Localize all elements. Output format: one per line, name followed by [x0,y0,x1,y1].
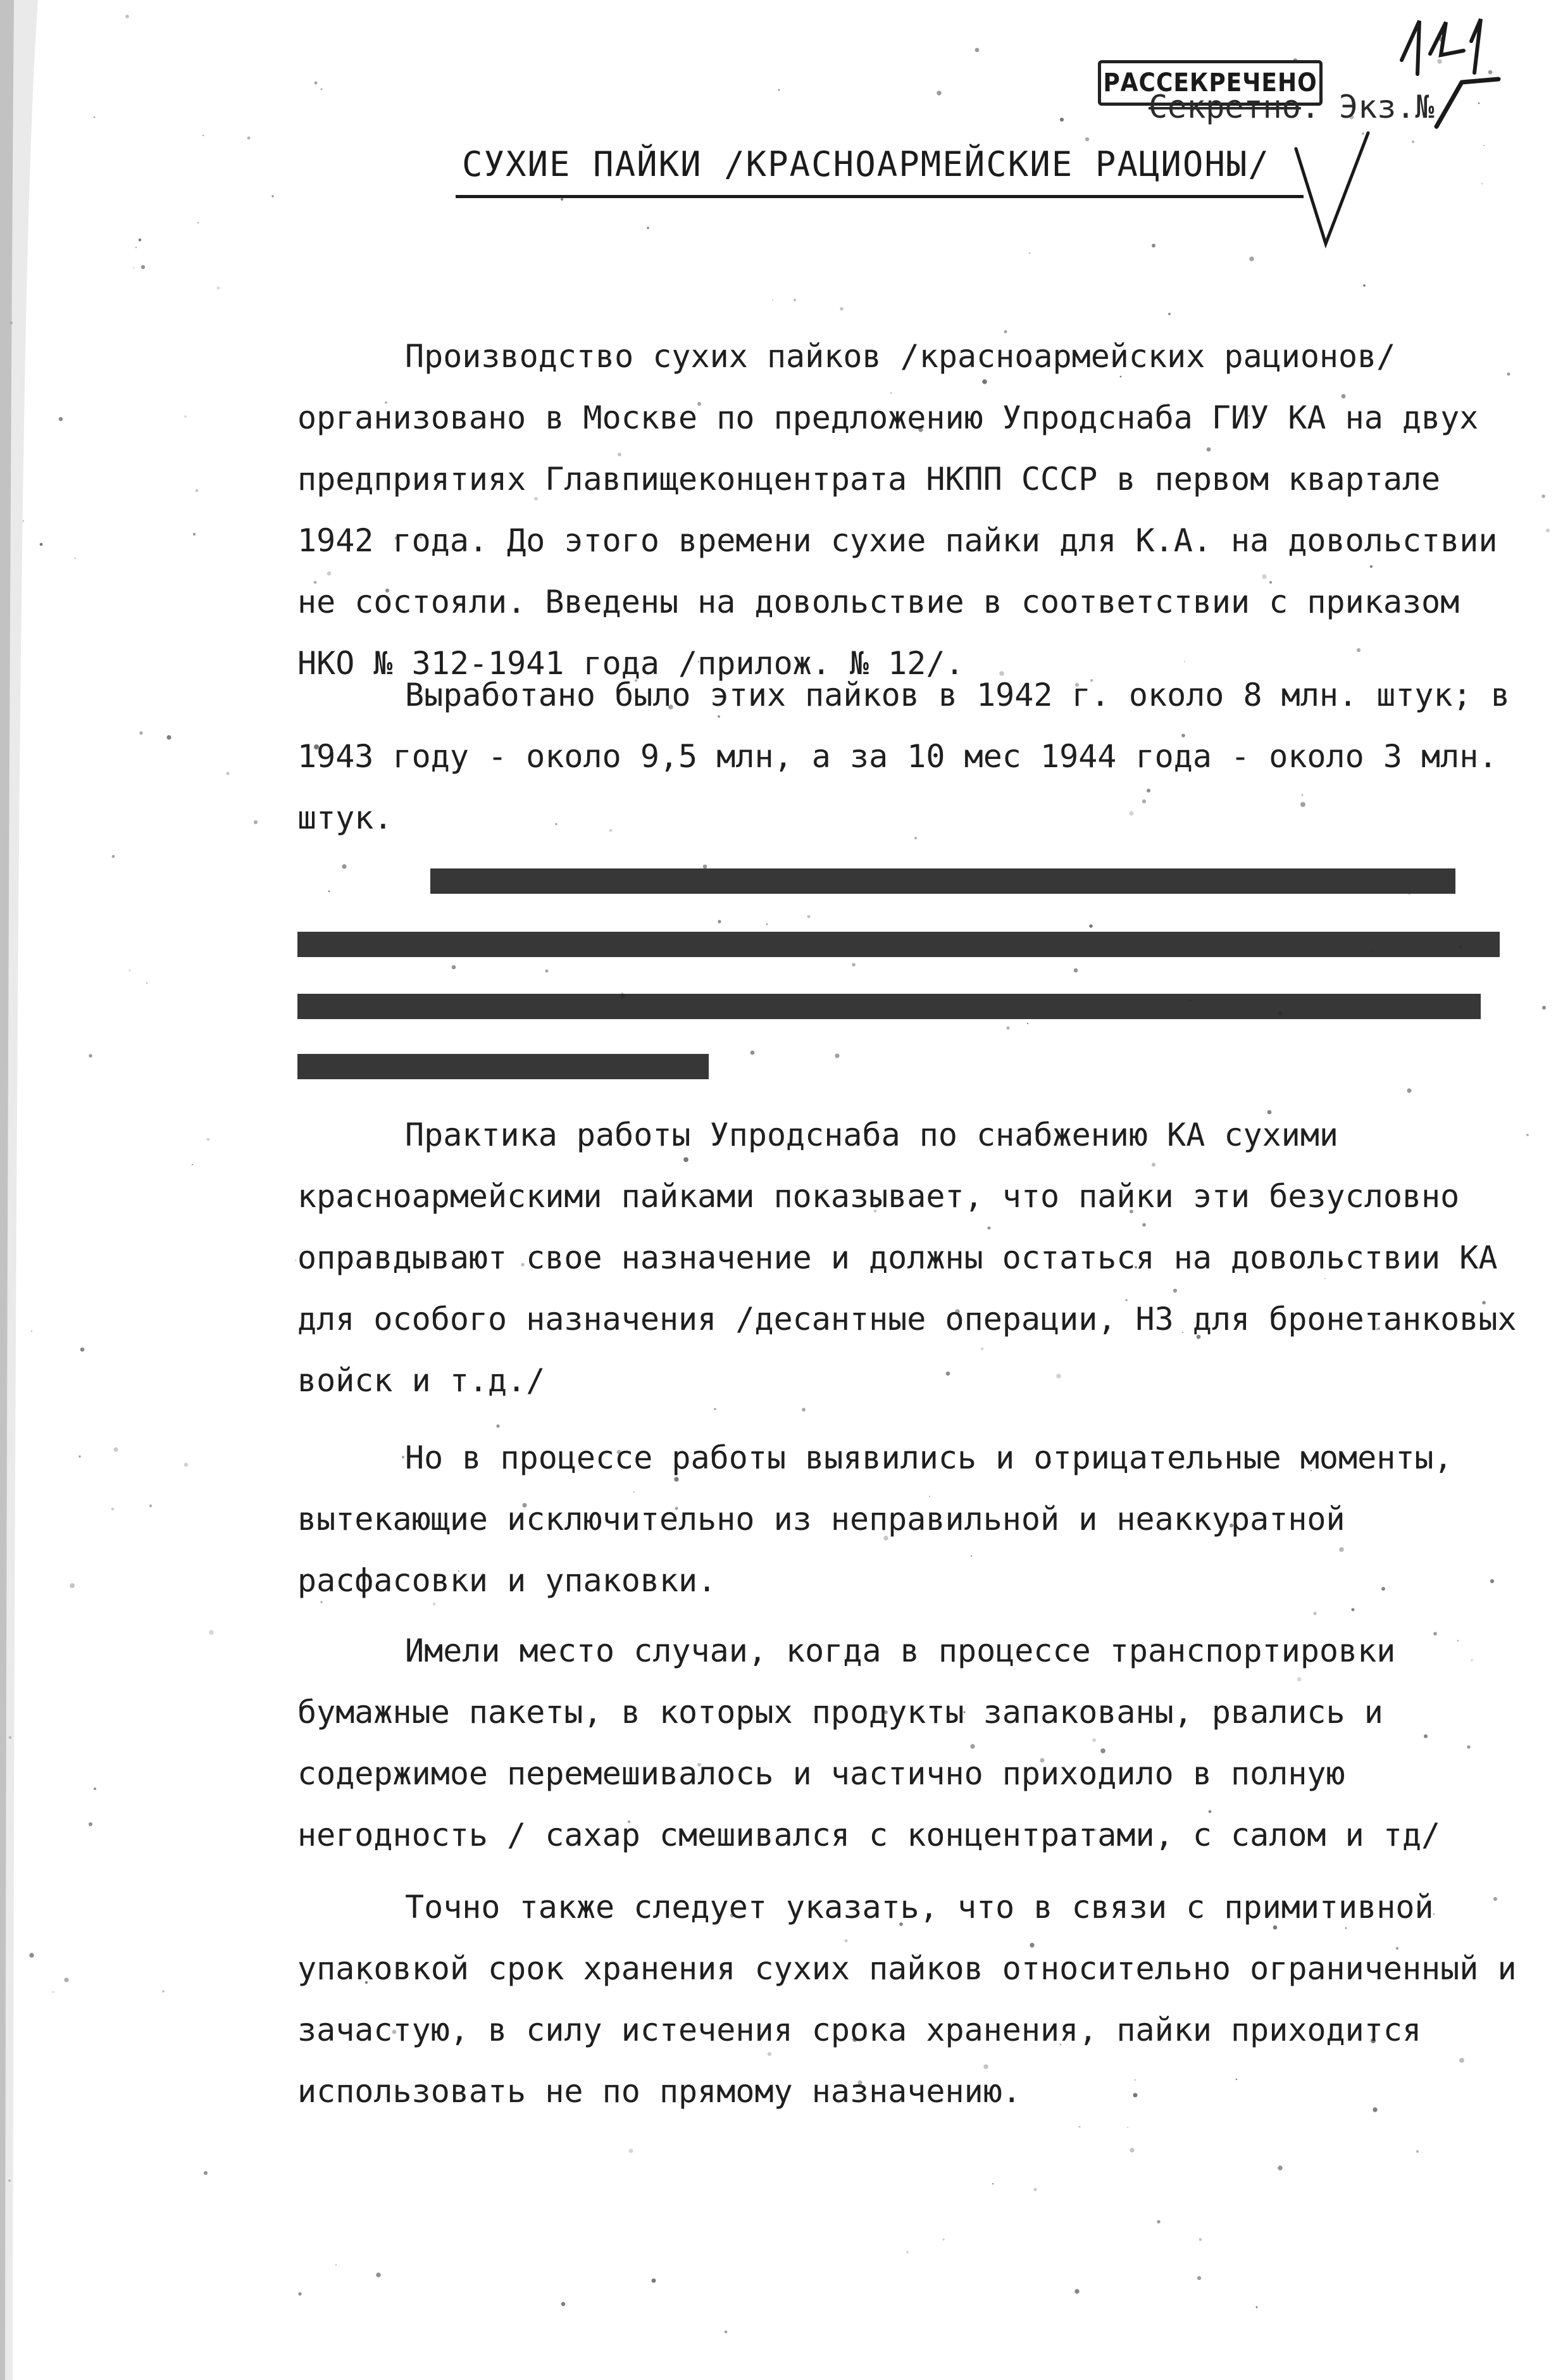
noise-speck [40,543,43,546]
noise-speck [1089,924,1093,928]
noise-speck [295,1260,297,1262]
noise-speck [113,1447,118,1451]
noise-speck [647,227,649,229]
noise-speck [1074,968,1078,973]
noise-speck [111,1508,115,1511]
noise-speck [227,772,230,775]
noise-speck [217,287,220,289]
noise-speck [254,820,258,824]
handwritten-copy-number [1424,76,1512,133]
noise-speck [298,2292,301,2295]
redaction-bar [297,994,1481,1019]
noise-speck [139,239,142,242]
noise-speck [1546,529,1550,532]
handwritten-page-number [1395,16,1490,79]
noise-speck [376,2272,381,2277]
noise-speck [209,1630,213,1634]
noise-speck [1542,1006,1546,1010]
noise-speck [204,2171,208,2175]
noise-speck [74,557,76,559]
paragraph-negative: Но в процессе работы выявились и отрицательные моменты, вытекающие исключительно из неправильной и неаккуратной расфасовки и упаковки. [297,1439,1472,1599]
noise-speck [129,970,131,972]
noise-speck [992,2183,993,2184]
handwritten-check-mark [1291,127,1373,253]
noise-speck [184,1463,188,1467]
noise-speck [135,247,137,248]
noise-speck [1313,1612,1316,1615]
noise-speck [139,731,143,735]
paragraph-production: Производство сухих пайков /красноармейских рационов/ организовано в Москве по предложению Упродснаба ГИУ КА на двух предприятиях Главпищеконцентрата НКПП СССР в первом квартале 1942 года. До этого времени сухие пайки для К.А. на довольствии не состояли. Введены на довольствие в соответствии с приказом НКО № 312-1941 года /прилож. № 12/. [297,338,1517,682]
noise-speck [1541,494,1545,498]
noise-speck [1130,2148,1134,2152]
noise-speck [1481,183,1483,185]
noise-speck [778,89,780,91]
noise-speck [629,2149,633,2153]
noise-speck [718,920,721,923]
noise-speck [772,299,773,301]
noise-speck [197,222,199,223]
noise-speck [94,1788,96,1790]
noise-speck [89,1054,92,1057]
noise-speck [328,891,330,892]
noise-speck [1127,2127,1128,2128]
noise-speck [1197,2276,1201,2280]
noise-speck [184,415,186,417]
noise-speck [64,1977,68,1982]
noise-speck [975,48,980,53]
noise-speck [1168,313,1171,315]
title-underline [456,195,1304,198]
noise-speck [807,915,811,918]
noise-speck [59,417,63,422]
redaction-bar [297,1054,709,1079]
noise-speck [1034,2188,1037,2191]
paragraph-output: Выработано было этих пайков в 1942 г. около 8 млн. штук; в 1943 году - около 9,5 млн, а за 10 мес 1944 года - около 3 млн. штук. [297,677,1529,836]
noise-speck [80,1348,85,1352]
noise-speck [23,520,24,522]
noise-speck [335,2264,337,2266]
noise-speck [1256,2307,1258,2308]
noise-speck [89,1822,92,1826]
noise-speck [8,2179,11,2182]
noise-speck [1483,145,1485,146]
noise-speck [53,1991,54,1993]
noise-speck [166,735,171,739]
noise-speck [725,2331,728,2334]
noise-speck [31,1331,32,1332]
noise-speck [1363,284,1366,287]
noise-speck [342,864,346,868]
noise-speck [94,116,96,118]
secret-label: Секретно [1149,89,1301,125]
noise-speck [794,299,795,301]
noise-speck [1029,253,1031,254]
noise-speck [1407,1088,1411,1093]
document-title: СУХИЕ ПАЙКИ /КРАСНОАРМЕЙСКИЕ РАЦИОНЫ/ [462,144,1270,184]
noise-speck [193,533,196,536]
noise-speck [1074,2289,1079,2293]
redaction-bar [430,868,1455,894]
noise-speck [1079,2126,1081,2128]
noise-speck [9,1736,11,1739]
noise-speck [652,2279,656,2283]
noise-speck [10,322,13,324]
noise-speck [247,137,251,140]
noise-speck [750,1051,755,1055]
noise-speck [1027,1023,1028,1024]
noise-speck [1085,137,1089,141]
noise-speck [937,91,941,95]
noise-speck [1157,2220,1160,2223]
noise-speck [78,1455,80,1457]
noise-speck [146,982,147,984]
noise-speck [70,1583,75,1588]
noise-speck [835,1053,839,1058]
noise-speck [141,265,145,269]
noise-speck [196,489,199,492]
paragraph-transport: Имели место случаи, когда в процессе транспортировки бумажные пакеты, в которых продукты запакованы, рвались и содержимое перемешивалось и частично приходило в полную негодность / сахар смешивался с концентратами, с салом и тд/ [297,1632,1441,1853]
noise-speck [202,135,204,136]
noise-speck [852,963,856,967]
noise-speck [1412,141,1414,143]
redaction-bar [297,932,1500,957]
noise-speck [125,15,129,18]
declassified-stamp: РАССЕКРЕЧЕНО [1098,60,1323,106]
noise-speck [561,198,563,201]
paragraph-practice: Практика работы Упродснаба по снабжению КА сухими красноармейскими пайками показывает, что пайки эти безусловно оправдывают свое назначение и должны остаться на довольствии КА для особого назначения /десантные операции, НЗ для бронетанковых войск и т.д./ [297,1117,1536,1399]
noise-speck [1152,244,1155,247]
noise-speck [207,1138,210,1141]
noise-speck [162,1990,165,1993]
noise-speck [271,195,274,197]
noise-speck [1199,2238,1202,2241]
noise-speck [840,307,843,310]
noise-speck [1416,2150,1419,2153]
noise-speck [149,1505,152,1507]
noise-speck [766,924,768,925]
noise-speck [1060,118,1064,122]
noise-speck [1249,256,1254,261]
noise-speck [545,970,549,973]
noise-speck [1006,1026,1009,1029]
noise-speck [112,855,115,858]
secrecy-line [1149,89,1435,125]
noise-speck [561,2302,565,2306]
noise-speck [452,965,456,970]
copy-label: . Экз.№ [1300,89,1435,125]
paragraph-storage: Точно также следует указать, что в связи с примитивной упаковкой срок хранения сухих пайков относительно ограниченный и зачастую, в силу истечения срока хранения, пайки приходится использовать не по прямому назначению. [297,1889,1536,2110]
noise-speck [192,1164,193,1165]
noise-speck [133,267,135,269]
noise-speck [942,2238,944,2240]
noise-speck [1278,2165,1282,2170]
noise-speck [314,82,318,85]
noise-speck [906,2251,909,2253]
noise-speck [29,1953,34,1957]
noise-speck [321,89,323,91]
